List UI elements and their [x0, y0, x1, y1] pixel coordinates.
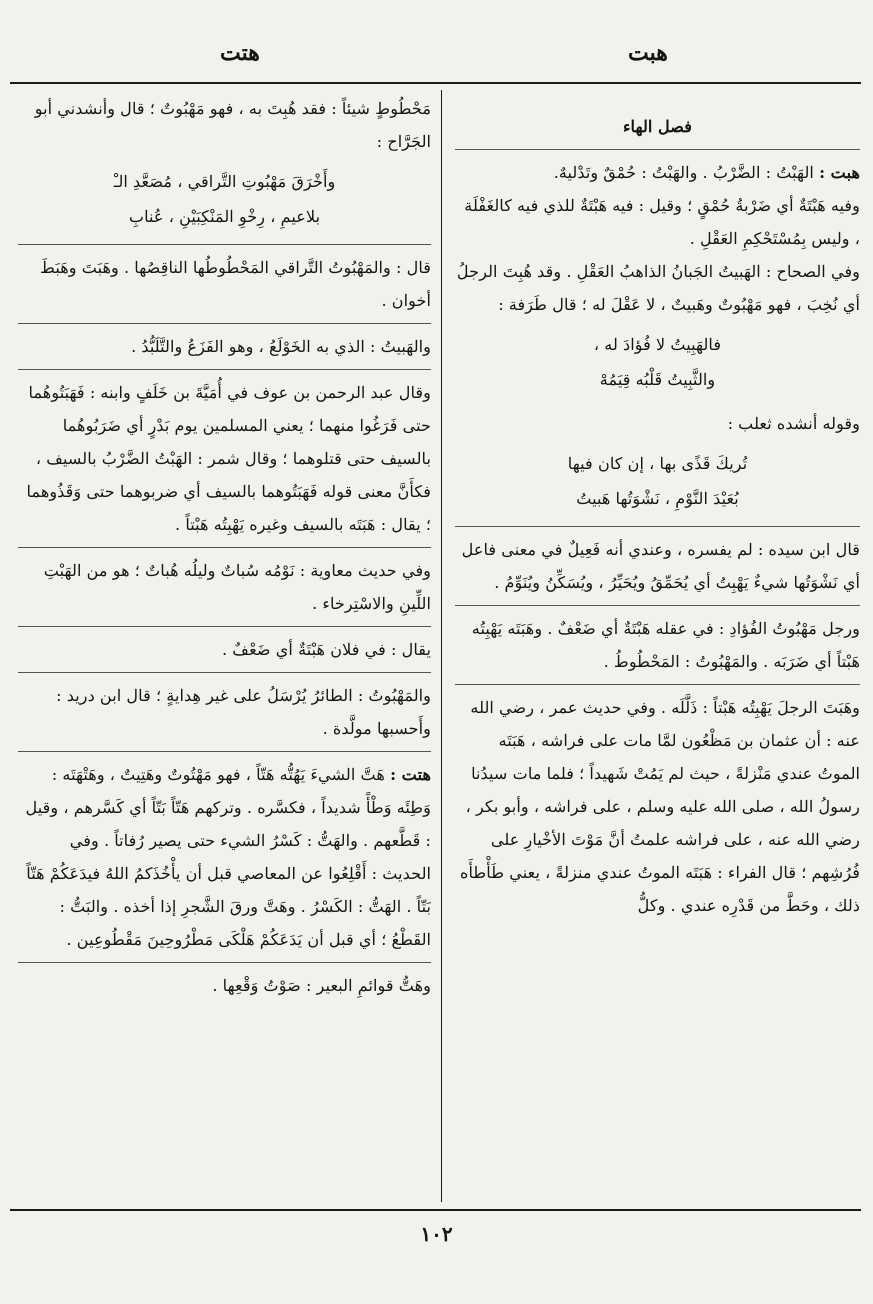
- paragraph-divider: [18, 323, 431, 324]
- paragraph-divider: [18, 626, 431, 627]
- running-header-left: هتت: [220, 40, 260, 66]
- verse-block: [455, 446, 860, 516]
- verse-block: [18, 164, 431, 234]
- entry-paragraph: وهَتُّ قوائمِ البعير : صَوْتُ وَقْعِها .: [212, 976, 431, 995]
- entry-headword: هتت :: [390, 765, 431, 784]
- verse-block: [455, 327, 860, 397]
- entry-paragraph: والمَهْبُوتُ : الطائرُ يُرْسَلُ على غير هِدايةٍ ؛ قال ابن دريد : وأَحسبها مولَّدة .: [56, 686, 431, 738]
- footer-rule: [10, 1209, 861, 1211]
- entry-hbt: [455, 156, 860, 922]
- section-divider: [455, 149, 860, 150]
- verse-line: فالهَبِيتُ لا فُؤادَ له ،: [593, 335, 722, 354]
- page-number: ١٠٢: [420, 1222, 453, 1246]
- entry-paragraph: مَحْطُوطٍ شيئاً : فقد هُبِتَ به ، فهو مَهْبُوتٌ ؛ قال وأنشدني أبو الجَرَّاح :: [34, 99, 431, 151]
- paragraph-divider: [18, 369, 431, 370]
- verse-line: بلاعيمِ ، رِخْوِ المَنْكِبَيْنِ ، عُنابِ: [128, 207, 321, 226]
- section-title: فصل الهاء: [622, 117, 693, 136]
- verse-line: بُعَيْدَ النَّوْمِ ، نَشْوَتُها هَبيتُ: [576, 489, 739, 508]
- column-separator: [441, 90, 442, 1202]
- entry-paragraph: وفي حديث معاوية : نَوْمُه سُباتٌ وليلُه هُباتٌ ؛ هو من الهَبْتِ اللِّينِ والاسْتِرخاء .: [43, 561, 431, 613]
- entry-paragraph: قال ابن سيده : لم يفسره ، وعندي أنه فَعِيلٌ في معنى فاعل أي نَشْوَتُها شيءٌ يَهْبِتُ أي يُحَمِّقُ ويُحَيِّرُ ، ويُسَكِّنُ ويُنَوِّمُ .: [461, 540, 860, 592]
- entry-headword: هبت :: [819, 163, 860, 182]
- entry-paragraph: وفيه هَبْتَةٌ أي ضَرْبةُ حُمْقٍ ؛ وقيل : فيه هَبْتَةٌ للذي فيه كالغَفْلَة ، وليس بِمُسْتَحْكِمِ العَقْلِ .: [464, 196, 860, 248]
- right-column: [455, 92, 860, 1204]
- entry-htt: [18, 758, 431, 1002]
- entry-paragraph: قال : والمَهْبُوتُ التَّراقي المَحْطُوطُها الناقِصُها . وهَبَتَ وهَبَطَ أخوان .: [39, 258, 431, 310]
- entry-paragraph: وقوله أنشده ثعلب :: [727, 414, 860, 433]
- entry-paragraph: وفي الصحاح : الهَبيتُ الجَبانُ الذاهبُ العَقْلِ . وقد هُبِتَ الرجلُ أي نُخِبَ ، فهو مَهْبُوتٌ وهَبيتٌ ، لا عَقْلَ له ؛ قال طَرَفة :: [456, 262, 860, 314]
- paragraph-divider: [455, 605, 860, 606]
- entry-paragraph: ورجل مَهْبُوتُ الفُؤادِ : في عقله هَبْتَةٌ أي ضَعْفٌ . وهَبَتَه يَهْبِتُه هَبْتاً أي ضَرَبَه . والمَهْبُوتُ : المَحْطُوطُ .: [471, 619, 860, 671]
- paragraph-divider: [18, 244, 431, 245]
- entry-paragraph: والهَبيتُ : الذي به الخَوْلَعُ ، وهو الفَزَعُ والتَّلَبُّدُ .: [131, 337, 431, 356]
- entry-hbt-continued: [18, 92, 431, 745]
- entry-divider: [18, 751, 431, 752]
- verse-line: والثَّبِيتُ قَلْبُه قِيَمُهْ: [599, 370, 716, 389]
- entry-paragraph: يقال : في فلان هَبْتَةٌ أي ضَعْفٌ .: [222, 640, 431, 659]
- paragraph-divider: [455, 526, 860, 527]
- entry-paragraph: هبت : الهَبْتُ : الضَّرْبُ . والهَبْتُ : حُمْقٌ وتَدْليهٌ.: [553, 163, 860, 182]
- entry-paragraph: وقال عبد الرحمن بن عوف في أُمَيَّةَ بن خَلَفٍ وابنه : فَهَبَتُوهُما حتى فَرَغُوا منهما ؛ يعني المسلمين يوم بَدْرٍ أي ضَرَبُوهُما بالسيف حتى قتلوهما ؛ وقال شمر : الهَبْتُ الضَّرْبُ بالسيف ، فكأَنَّ معنى قوله فَهَبَتُوهما بالسيف أي ضربوهما حتى وَقَذُوهما ؛ يقال : هَبَتَه بالسيف وغيره يَهْبِتُه هَبْتاً .: [26, 383, 431, 534]
- paragraph-divider: [18, 962, 431, 963]
- verse-line: تُريكَ قَذًى بها ، إن كان فيها: [567, 454, 748, 473]
- left-column: [18, 92, 431, 1204]
- verse-line: وأَخْرَقَ مَهْبُوتِ التَّراقي ، مُصَعَّدِ الـْ: [113, 172, 336, 191]
- entry-paragraph: هتت : هَتَّ الشيءَ يَهُتُّه هَتّاً ، فهو مَهْتُوتٌ وهَتِيتٌ ، وهَتْهَتَه : وَطِئَه وَطْأً شديداً ، فكسَّره . وتركهم هَتّاً بَتّاً أي كَسَّرهم ، وقيل : قَطَّعهم . والهَتُّ : كَسْرُ الشيء حتى يصير رُفاتاً . وفي الحديث : أَقْلِعُوا عن المعاصي قبل أن يأْخُذَكمُ اللهُ فيدَعَكُمْ هَتّاً بَتّاً . الهَتُّ : الكَسْرُ . وهَتَّ ورقَ الشَّجرِ إذا أخذه . والبَتُّ : القَطْعُ ؛ أي قبل أن يَدَعَكُمْ هَلْكَى مَطْرُوحِينَ مَقْطُوعِين .: [25, 765, 431, 949]
- paragraph-divider: [455, 684, 860, 685]
- header-rule: [10, 82, 861, 84]
- paragraph-divider: [18, 547, 431, 548]
- running-header-right: هبت: [628, 40, 668, 66]
- paragraph-divider: [18, 672, 431, 673]
- entry-paragraph: وهَبَتَ الرجلَ يَهْبِتُه هَبْتاً : ذَلَّلَه . وفي حديث عمر ، رضي الله عنه : أن عثمان بن مَظْعُون لمَّا مات على فراشه ، هَبَتَه الموتُ عندي مَنْزلةً ، حيث لم يَمُتْ شَهيداً ؛ فلما مات سيدُنا رسولُ الله ، صلى الله عليه وسلم ، على فراشه ، وأبو بكر ، رضي الله عنه ، على فراشه علمتُ أنَّ مَوْتَ الأخْيارِ على فُرُشِهم ؛ قال الفراء : هَبَتَه الموتُ عندي منزلةً ، يعني طَأْطأَه ذلك ، وحَطَّ من قَدْرِه عندي . وكلُّ: [460, 698, 860, 915]
